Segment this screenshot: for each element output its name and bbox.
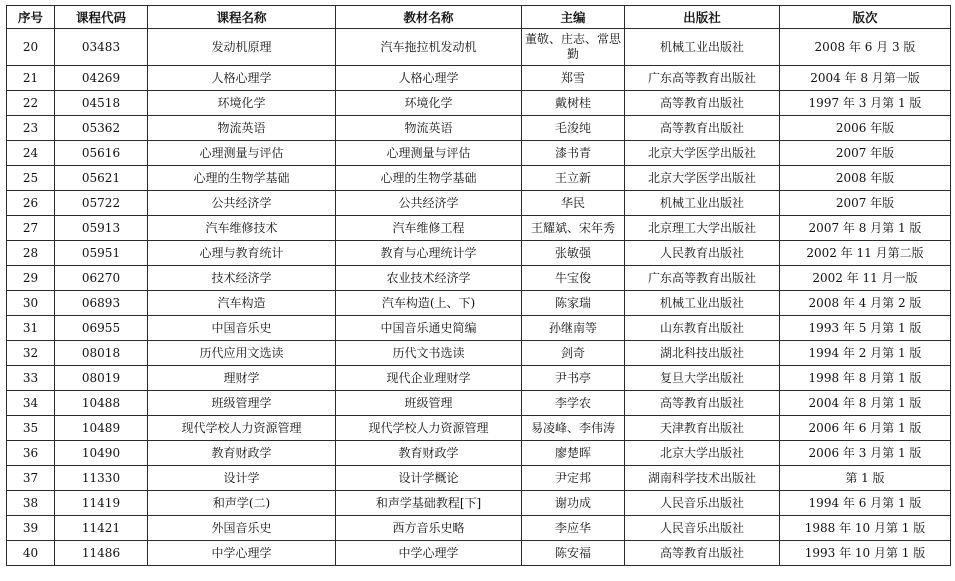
table-row bbox=[7, 66, 951, 91]
cell-textbook-name: 和声学基础教程[下] bbox=[336, 491, 522, 516]
table-row bbox=[7, 116, 951, 141]
cell-course-code: 11419 bbox=[55, 491, 148, 516]
cell-publisher: 北京大学医学出版社 bbox=[625, 166, 780, 191]
cell-course-name: 人格心理学 bbox=[148, 66, 336, 91]
table-row bbox=[7, 366, 951, 391]
cell-textbook-name: 西方音乐史略 bbox=[336, 516, 522, 541]
textbook-table bbox=[6, 5, 951, 566]
cell-editor: 郑雪 bbox=[522, 66, 625, 91]
cell-editor: 李学农 bbox=[522, 391, 625, 416]
cell-publisher: 高等教育出版社 bbox=[625, 91, 780, 116]
cell-publisher: 人民音乐出版社 bbox=[625, 491, 780, 516]
cell-edition: 2007 年 8 月第 1 版 bbox=[780, 216, 951, 241]
table-row bbox=[7, 216, 951, 241]
cell-seq: 22 bbox=[7, 91, 55, 116]
cell-editor: 谢功成 bbox=[522, 491, 625, 516]
cell-editor: 董敬、庄志、常思勤 bbox=[522, 29, 625, 66]
cell-edition: 2008 年 6 月 3 版 bbox=[780, 29, 951, 66]
cell-course-name: 公共经济学 bbox=[148, 191, 336, 216]
table-row bbox=[7, 241, 951, 266]
cell-seq: 21 bbox=[7, 66, 55, 91]
table-body bbox=[7, 29, 951, 566]
cell-textbook-name: 人格心理学 bbox=[336, 66, 522, 91]
cell-course-code: 11330 bbox=[55, 466, 148, 491]
cell-editor: 王立新 bbox=[522, 166, 625, 191]
cell-edition: 1997 年 3 月第 1 版 bbox=[780, 91, 951, 116]
cell-editor: 华民 bbox=[522, 191, 625, 216]
cell-publisher: 广东高等教育出版社 bbox=[625, 66, 780, 91]
table-row bbox=[7, 166, 951, 191]
cell-course-name: 汽车维修技术 bbox=[148, 216, 336, 241]
cell-publisher: 北京理工大学出版社 bbox=[625, 216, 780, 241]
cell-seq: 38 bbox=[7, 491, 55, 516]
cell-publisher: 高等教育出版社 bbox=[625, 116, 780, 141]
cell-edition: 1994 年 6 月第 1 版 bbox=[780, 491, 951, 516]
table-row bbox=[7, 341, 951, 366]
cell-publisher: 北京大学出版社 bbox=[625, 441, 780, 466]
cell-textbook-name: 班级管理 bbox=[336, 391, 522, 416]
table-row bbox=[7, 141, 951, 166]
cell-edition: 2002 年 11 月一版 bbox=[780, 266, 951, 291]
header-course-name: 课程名称 bbox=[148, 6, 336, 29]
cell-course-code: 05362 bbox=[55, 116, 148, 141]
cell-seq: 33 bbox=[7, 366, 55, 391]
cell-editor: 李应华 bbox=[522, 516, 625, 541]
header-course-code: 课程代码 bbox=[55, 6, 148, 29]
cell-course-code: 05616 bbox=[55, 141, 148, 166]
cell-editor: 牛宝俊 bbox=[522, 266, 625, 291]
cell-seq: 34 bbox=[7, 391, 55, 416]
cell-edition: 1998 年 8 月第 1 版 bbox=[780, 366, 951, 391]
table-row bbox=[7, 516, 951, 541]
cell-seq: 28 bbox=[7, 241, 55, 266]
header-row bbox=[7, 6, 951, 29]
cell-editor: 陈安福 bbox=[522, 541, 625, 566]
table-row bbox=[7, 541, 951, 566]
cell-textbook-name: 物流英语 bbox=[336, 116, 522, 141]
cell-textbook-name: 历代文书选读 bbox=[336, 341, 522, 366]
cell-course-name: 班级管理学 bbox=[148, 391, 336, 416]
cell-edition: 2006 年版 bbox=[780, 116, 951, 141]
cell-course-code: 06270 bbox=[55, 266, 148, 291]
cell-publisher: 高等教育出版社 bbox=[625, 541, 780, 566]
cell-course-name: 物流英语 bbox=[148, 116, 336, 141]
cell-publisher: 人民教育出版社 bbox=[625, 241, 780, 266]
cell-edition: 2007 年版 bbox=[780, 191, 951, 216]
cell-publisher: 高等教育出版社 bbox=[625, 391, 780, 416]
cell-textbook-name: 中学心理学 bbox=[336, 541, 522, 566]
cell-publisher: 湖北科技出版社 bbox=[625, 341, 780, 366]
cell-editor: 尹书亭 bbox=[522, 366, 625, 391]
cell-textbook-name: 环境化学 bbox=[336, 91, 522, 116]
header-textbook-name: 教材名称 bbox=[336, 6, 522, 29]
cell-seq: 27 bbox=[7, 216, 55, 241]
cell-course-code: 06955 bbox=[55, 316, 148, 341]
cell-textbook-name: 汽车构造(上、下) bbox=[336, 291, 522, 316]
cell-edition: 2008 年版 bbox=[780, 166, 951, 191]
cell-course-code: 08018 bbox=[55, 341, 148, 366]
cell-edition: 2007 年版 bbox=[780, 141, 951, 166]
cell-editor: 廖楚晖 bbox=[522, 441, 625, 466]
cell-course-code: 11421 bbox=[55, 516, 148, 541]
cell-course-code: 05913 bbox=[55, 216, 148, 241]
cell-publisher: 机械工业出版社 bbox=[625, 191, 780, 216]
cell-seq: 25 bbox=[7, 166, 55, 191]
cell-editor: 陈家瑞 bbox=[522, 291, 625, 316]
header-editor: 主编 bbox=[522, 6, 625, 29]
cell-edition: 1993 年 5 月第 1 版 bbox=[780, 316, 951, 341]
header-seq: 序号 bbox=[7, 6, 55, 29]
cell-publisher: 机械工业出版社 bbox=[625, 291, 780, 316]
cell-seq: 36 bbox=[7, 441, 55, 466]
table-row bbox=[7, 191, 951, 216]
cell-course-name: 设计学 bbox=[148, 466, 336, 491]
cell-publisher: 复旦大学出版社 bbox=[625, 366, 780, 391]
table-row bbox=[7, 291, 951, 316]
cell-course-code: 05621 bbox=[55, 166, 148, 191]
cell-course-name: 中国音乐史 bbox=[148, 316, 336, 341]
cell-publisher: 广东高等教育出版社 bbox=[625, 266, 780, 291]
cell-seq: 30 bbox=[7, 291, 55, 316]
header-edition: 版次 bbox=[780, 6, 951, 29]
cell-edition: 2006 年 6 月第 1 版 bbox=[780, 416, 951, 441]
cell-publisher: 机械工业出版社 bbox=[625, 29, 780, 66]
cell-editor: 孙继南等 bbox=[522, 316, 625, 341]
cell-course-name: 心理的生物学基础 bbox=[148, 166, 336, 191]
cell-editor: 毛浚纯 bbox=[522, 116, 625, 141]
cell-seq: 35 bbox=[7, 416, 55, 441]
cell-seq: 24 bbox=[7, 141, 55, 166]
cell-course-name: 发动机原理 bbox=[148, 29, 336, 66]
cell-editor: 漆书青 bbox=[522, 141, 625, 166]
cell-edition: 2004 年 8 月第 1 版 bbox=[780, 391, 951, 416]
cell-textbook-name: 汽车拖拉机发动机 bbox=[336, 29, 522, 66]
cell-seq: 37 bbox=[7, 466, 55, 491]
cell-seq: 31 bbox=[7, 316, 55, 341]
cell-course-code: 04518 bbox=[55, 91, 148, 116]
cell-seq: 23 bbox=[7, 116, 55, 141]
cell-edition: 1994 年 2 月第 1 版 bbox=[780, 341, 951, 366]
cell-textbook-name: 中国音乐通史简编 bbox=[336, 316, 522, 341]
cell-editor: 剑奇 bbox=[522, 341, 625, 366]
cell-seq: 26 bbox=[7, 191, 55, 216]
cell-seq: 20 bbox=[7, 29, 55, 66]
cell-course-name: 外国音乐史 bbox=[148, 516, 336, 541]
cell-textbook-name: 心理的生物学基础 bbox=[336, 166, 522, 191]
table-row bbox=[7, 441, 951, 466]
cell-seq: 39 bbox=[7, 516, 55, 541]
cell-course-code: 11486 bbox=[55, 541, 148, 566]
table-row bbox=[7, 91, 951, 116]
cell-textbook-name: 现代学校人力资源管理 bbox=[336, 416, 522, 441]
cell-seq: 40 bbox=[7, 541, 55, 566]
cell-editor: 张敏强 bbox=[522, 241, 625, 266]
cell-edition: 2004 年 8 月第一版 bbox=[780, 66, 951, 91]
cell-editor: 王耀斌、宋年秀 bbox=[522, 216, 625, 241]
cell-textbook-name: 心理测量与评估 bbox=[336, 141, 522, 166]
cell-course-code: 08019 bbox=[55, 366, 148, 391]
cell-course-code: 05951 bbox=[55, 241, 148, 266]
cell-textbook-name: 教育财政学 bbox=[336, 441, 522, 466]
table-row bbox=[7, 491, 951, 516]
cell-course-name: 教育财政学 bbox=[148, 441, 336, 466]
cell-publisher: 北京大学医学出版社 bbox=[625, 141, 780, 166]
cell-editor: 戴树桂 bbox=[522, 91, 625, 116]
cell-course-code: 10490 bbox=[55, 441, 148, 466]
header-publisher: 出版社 bbox=[625, 6, 780, 29]
cell-edition: 2006 年 3 月第 1 版 bbox=[780, 441, 951, 466]
cell-course-code: 10488 bbox=[55, 391, 148, 416]
cell-editor: 尹定邦 bbox=[522, 466, 625, 491]
cell-course-code: 10489 bbox=[55, 416, 148, 441]
cell-course-name: 心理测量与评估 bbox=[148, 141, 336, 166]
cell-publisher: 天津教育出版社 bbox=[625, 416, 780, 441]
cell-course-code: 06893 bbox=[55, 291, 148, 316]
cell-edition: 第 1 版 bbox=[780, 466, 951, 491]
cell-course-name: 心理与教育统计 bbox=[148, 241, 336, 266]
cell-textbook-name: 教育与心理统计学 bbox=[336, 241, 522, 266]
cell-textbook-name: 现代企业理财学 bbox=[336, 366, 522, 391]
cell-course-code: 04269 bbox=[55, 66, 148, 91]
table-row bbox=[7, 416, 951, 441]
cell-course-name: 历代应用文选读 bbox=[148, 341, 336, 366]
cell-editor: 易凌峰、李伟涛 bbox=[522, 416, 625, 441]
cell-textbook-name: 农业技术经济学 bbox=[336, 266, 522, 291]
cell-edition: 1988 年 10 月第 1 版 bbox=[780, 516, 951, 541]
cell-seq: 32 bbox=[7, 341, 55, 366]
table-row bbox=[7, 391, 951, 416]
cell-textbook-name: 设计学概论 bbox=[336, 466, 522, 491]
cell-seq: 29 bbox=[7, 266, 55, 291]
cell-publisher: 山东教育出版社 bbox=[625, 316, 780, 341]
cell-course-code: 03483 bbox=[55, 29, 148, 66]
cell-course-name: 和声学(二) bbox=[148, 491, 336, 516]
table-row bbox=[7, 466, 951, 491]
cell-publisher: 人民音乐出版社 bbox=[625, 516, 780, 541]
cell-course-name: 技术经济学 bbox=[148, 266, 336, 291]
table-row bbox=[7, 29, 951, 66]
table-row bbox=[7, 266, 951, 291]
cell-edition: 1993 年 10 月第 1 版 bbox=[780, 541, 951, 566]
cell-course-name: 理财学 bbox=[148, 366, 336, 391]
table-row bbox=[7, 316, 951, 341]
cell-edition: 2002 年 11 月第二版 bbox=[780, 241, 951, 266]
cell-publisher: 湖南科学技术出版社 bbox=[625, 466, 780, 491]
cell-textbook-name: 公共经济学 bbox=[336, 191, 522, 216]
cell-course-code: 05722 bbox=[55, 191, 148, 216]
cell-edition: 2008 年 4 月第 2 版 bbox=[780, 291, 951, 316]
cell-course-name: 环境化学 bbox=[148, 91, 336, 116]
cell-course-name: 中学心理学 bbox=[148, 541, 336, 566]
cell-textbook-name: 汽车维修工程 bbox=[336, 216, 522, 241]
cell-course-name: 汽车构造 bbox=[148, 291, 336, 316]
cell-course-name: 现代学校人力资源管理 bbox=[148, 416, 336, 441]
